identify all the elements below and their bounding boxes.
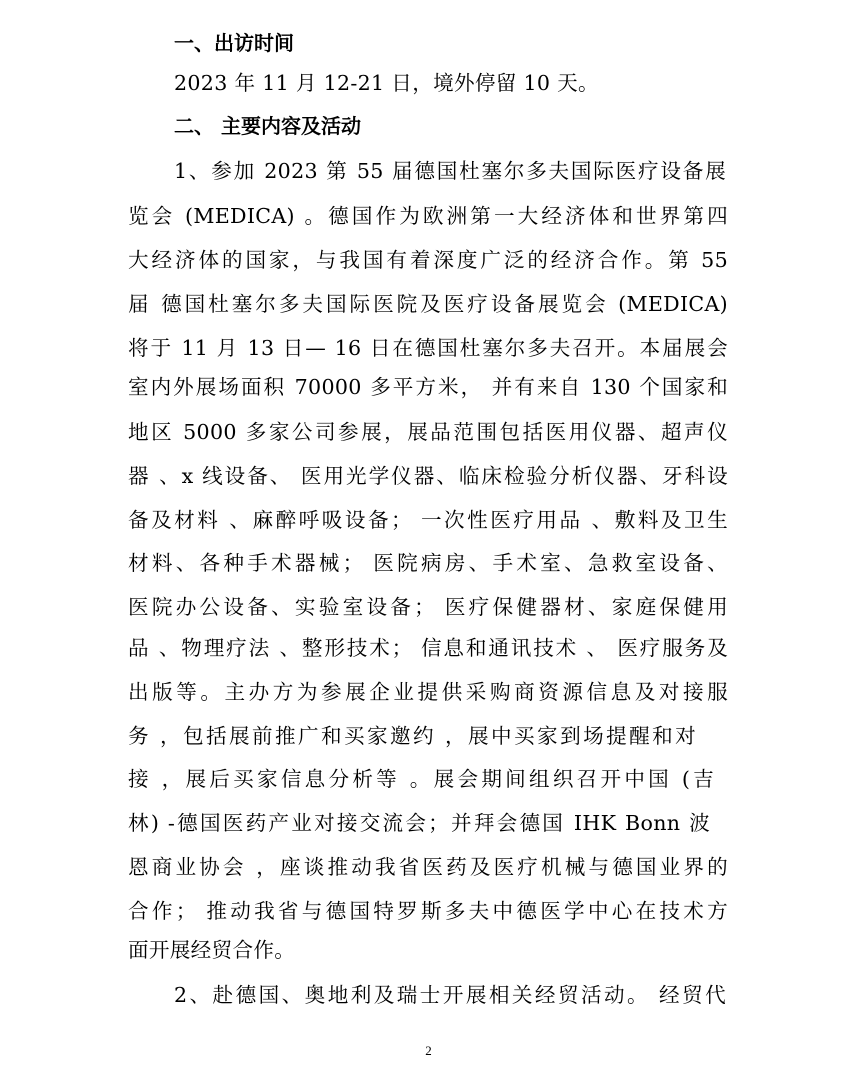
- paragraph-1-line: 林) -德国医药产业对接交流会；并拜会德国 IHK Bonn 波: [128, 811, 710, 835]
- paragraph-1-line: 将于 11 月 13 日— 16 日在德国杜塞尔多夫召开。本届展会: [128, 336, 728, 360]
- paragraph-1-line: 备及材料 、麻醉呼吸设备； 一次性医疗用品 、敷料及卫生: [128, 508, 728, 532]
- paragraph-1-line: 恩商业协会 ，座谈推动我省医药及医疗机械与德国业界的: [128, 855, 728, 879]
- paragraph-1-line: 地区 5000 多家公司参展，展品范围包括医用仪器、超声仪: [128, 420, 728, 444]
- section-1-heading: 一、出访时间: [174, 31, 294, 55]
- paragraph-1-line: 大经济体的国家，与我国有着深度广泛的经济合作。第 55: [128, 248, 728, 272]
- paragraph-1-line: 面开展经贸合作。: [128, 938, 296, 962]
- paragraph-1-line: 接 ，展后买家信息分析等 。展会期间组织召开中国 (吉: [128, 767, 714, 791]
- paragraph-1-line: 材料、各种手术器械； 医院病房、手术室、急救室设备、: [128, 551, 728, 575]
- paragraph-1-line: 室内外展场面积 70000 多平方米， 并有来自 130 个国家和: [128, 375, 728, 399]
- page-number: 2: [425, 1043, 432, 1058]
- paragraph-1-line: 器 、x 线设备、 医用光学仪器、临床检验分析仪器、牙科设: [128, 464, 728, 488]
- paragraph-1-line: 览会 (MEDICA) 。德国作为欧洲第一大经济体和世界第四: [128, 204, 728, 228]
- paragraph-1-line: 届 德国杜塞尔多夫国际医院及医疗设备展览会 (MEDICA): [128, 292, 728, 316]
- paragraph-1-line: 务 ，包括展前推广和买家邀约 ，展中买家到场提醒和对: [128, 724, 696, 748]
- paragraph-1-line: 1、参加 2023 第 55 届德国杜塞尔多夫国际医疗设备展: [174, 159, 726, 183]
- paragraph-1-line: 合作； 推动我省与德国特罗斯多夫中德医学中心在技术方: [128, 899, 728, 923]
- paragraph-2-line: 2、赴德国、奥地利及瑞士开展相关经贸活动。 经贸代: [174, 983, 726, 1007]
- paragraph-1-line: 医院办公设备、实验室设备； 医疗保健器材、家庭保健用: [128, 595, 728, 619]
- paragraph-1-line: 品 、物理疗法 、整形技术； 信息和通讯技术 、 医疗服务及: [128, 636, 728, 660]
- section-1-text: 2023 年 11 月 12-21 日，境外停留 10 天。: [174, 71, 599, 95]
- paragraph-1-line: 出版等。主办方为参展企业提供采购商资源信息及对接服: [128, 680, 728, 704]
- section-2-heading: 二、 主要内容及活动: [174, 114, 361, 138]
